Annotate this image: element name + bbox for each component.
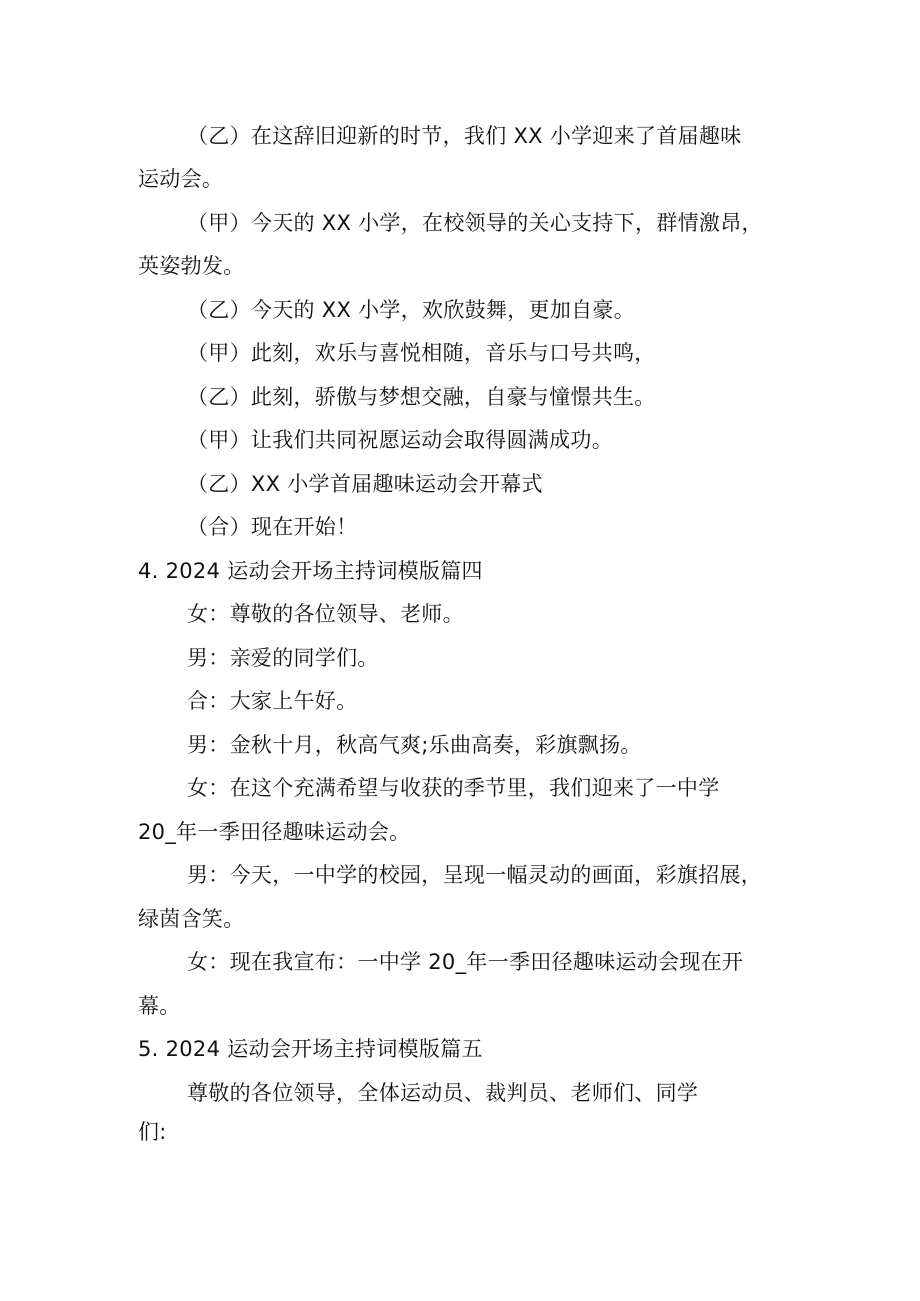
paragraph-line: 运动会。: [138, 167, 224, 191]
paragraph-line: （乙）在这辞旧迎新的时节，我们 XX 小学迎来了首届趣味: [187, 124, 742, 148]
paragraph-line: （甲）此刻，欢乐与喜悦相随，音乐与口号共鸣，: [187, 341, 656, 365]
paragraph-line: （乙）今天的 XX 小学，欢欣鼓舞，更加自豪。: [187, 298, 636, 322]
section-heading: 5. 2024 运动会开场主持词模版篇五: [138, 1037, 483, 1061]
paragraph-line: （合）现在开始！: [187, 515, 358, 539]
paragraph-line: 女：尊敬的各位领导、老师。: [187, 602, 464, 626]
paragraph-line: 男：亲爱的同学们。: [187, 646, 379, 670]
paragraph-line: 们:: [138, 1120, 167, 1144]
paragraph-line: 幕。: [138, 994, 181, 1018]
paragraph-line: 尊敬的各位领导，全体运动员、裁判员、老师们、同学: [187, 1081, 699, 1105]
section-heading: 4. 2024 运动会开场主持词模版篇四: [138, 559, 483, 583]
paragraph-line: 女：在这个充满希望与收获的季节里，我们迎来了一中学: [187, 776, 720, 800]
paragraph-line: 男：今天，一中学的校园，呈现一幅灵动的画面，彩旗招展，: [187, 863, 763, 887]
paragraph-line: （甲）让我们共同祝愿运动会取得圆满成功。: [187, 428, 613, 452]
paragraph-line: （乙）此刻，骄傲与梦想交融，自豪与憧憬共生。: [187, 385, 656, 409]
paragraph-line: 英姿勃发。: [138, 254, 245, 278]
paragraph-line: 20_年一季田径趣味运动会。: [138, 820, 411, 844]
paragraph-line: 女：现在我宣布：一中学 20_年一季田径趣味运动会现在开: [187, 950, 744, 974]
paragraph-line: （甲）今天的 XX 小学，在校领导的关心支持下，群情激昂，: [187, 211, 763, 235]
paragraph-line: 男：金秋十月，秋高气爽;乐曲高奏，彩旗飘扬。: [187, 733, 642, 757]
paragraph-line: 合：大家上午好。: [187, 689, 358, 713]
paragraph-line: 绿茵含笑。: [138, 907, 245, 931]
paragraph-line: （乙）XX 小学首届趣味运动会开幕式: [187, 472, 543, 496]
